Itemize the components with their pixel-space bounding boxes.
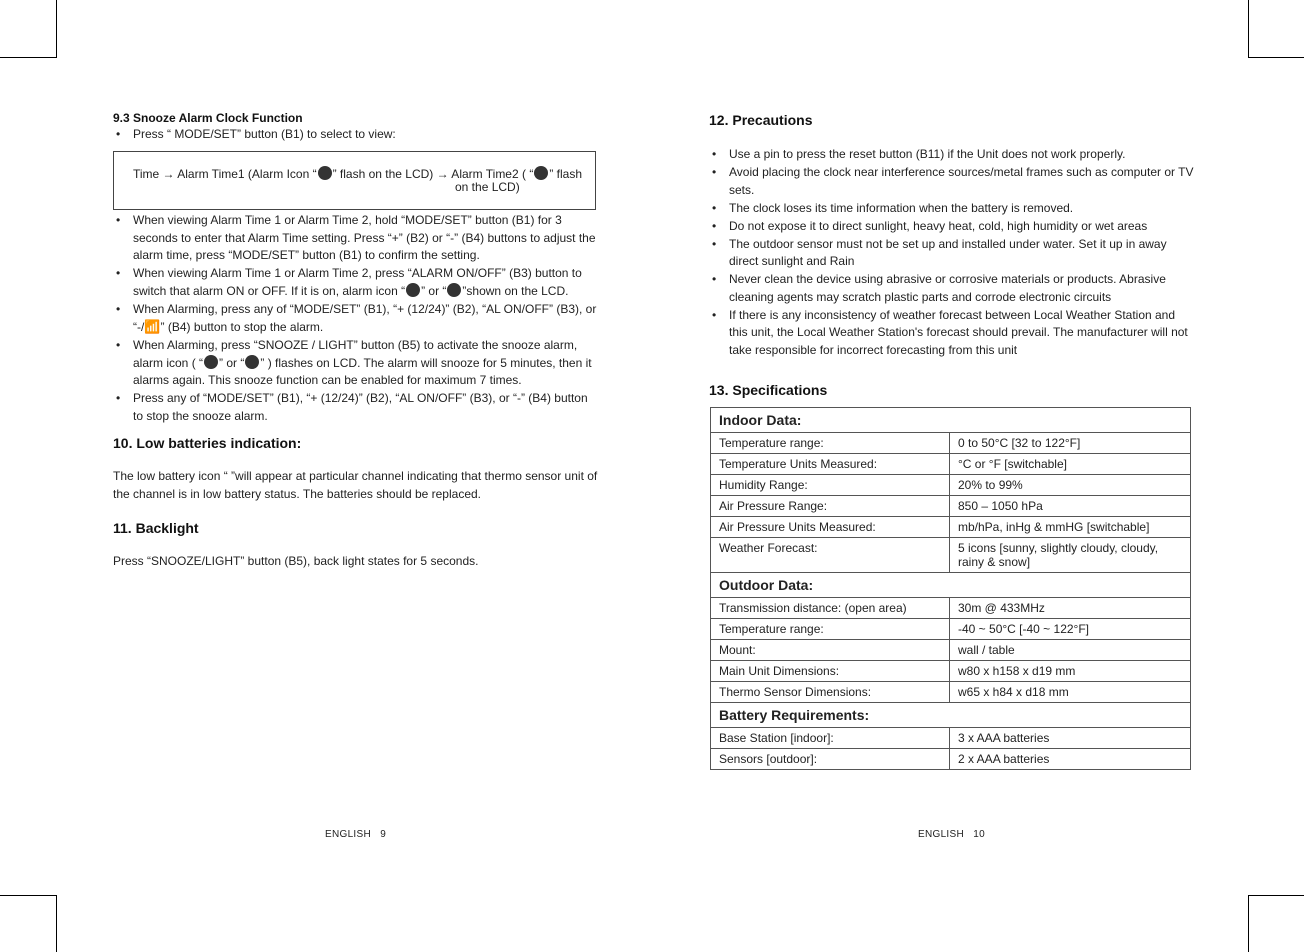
spec-value: mb/hPa, inHg & mmHG [switchable] xyxy=(950,517,1191,538)
spec-label: Temperature range: xyxy=(711,619,950,640)
outdoor-header: Outdoor Data: xyxy=(711,573,1191,598)
item-text: ” ) flashes on LCD. The alarm will snooze for 5 minutes, then it alarms again. This snooze function can be enabled for maximum 7 times. xyxy=(133,355,592,387)
flow-text: ” flash on the LCD) → Alarm Time2 ( “ xyxy=(332,167,534,181)
spec-label: Air Pressure Range: xyxy=(711,496,950,517)
list-item: • Never clean the device using abrasive or corrosive materials or products. Abrasive cleaning agents may scratch plastic parts and corrode electronic circuits xyxy=(709,271,1195,306)
spec-value: 2 x AAA batteries xyxy=(950,749,1191,770)
alarm-bell-icon xyxy=(245,355,259,369)
indoor-header: Indoor Data: xyxy=(711,408,1191,433)
spec-label: Weather Forecast: xyxy=(711,538,950,573)
crop-mark xyxy=(1248,895,1304,896)
table-row xyxy=(711,661,1191,682)
spec-label: Sensors [outdoor]: xyxy=(711,749,950,770)
spec-value: w80 x h158 x d19 mm xyxy=(950,661,1191,682)
spec-label: Temperature range: xyxy=(711,433,950,454)
table-row xyxy=(711,433,1191,454)
table-group-header xyxy=(711,703,1191,728)
section-9-3-title: 9.3 Snooze Alarm Clock Function xyxy=(113,111,303,125)
spec-value: wall / table xyxy=(950,640,1191,661)
alarm-bell-icon xyxy=(204,355,218,369)
item-text: ”shown on the LCD. xyxy=(462,283,569,298)
spec-value: 5 icons [sunny, slightly cloudy, cloudy, rainy & snow] xyxy=(950,538,1191,573)
table-group-header xyxy=(711,573,1191,598)
section-10-text: The low battery icon “ ”will appear at particular channel indicating that thermo sensor unit of the channel is in low battery status. The batteries should be replaced. xyxy=(113,469,598,501)
alarm-bell-icon xyxy=(447,283,461,297)
precautions-list xyxy=(709,146,1195,360)
flow-line xyxy=(133,166,582,181)
crop-mark xyxy=(1248,895,1249,952)
section-9-3-intro xyxy=(113,126,603,144)
spec-label: Base Station [indoor]: xyxy=(711,728,950,749)
spec-value: 20% to 99% xyxy=(950,475,1191,496)
spec-value: w65 x h84 x d18 mm xyxy=(950,682,1191,703)
item-text: When viewing Alarm Time 1 or Alarm Time 2, press “ALARM ON/OFF” (B3) button to switch that alarm ON or OFF. If it is on, alarm icon “ xyxy=(133,266,582,298)
section-13-title: 13. Specifications xyxy=(709,382,828,398)
table-row xyxy=(711,619,1191,640)
list-item: • The outdoor sensor must not be set up and installed under water. Set it up in away direct sunlight and Rain xyxy=(709,236,1195,271)
crop-mark xyxy=(56,0,57,58)
item-text: When Alarming, press “SNOOZE / LIGHT” button (B5) to activate the snooze alarm, alarm icon ( “ xyxy=(133,338,578,370)
table-row xyxy=(711,749,1191,770)
crop-mark xyxy=(1248,57,1304,58)
table-row xyxy=(711,538,1191,573)
item-text: ” or “ xyxy=(219,355,245,370)
flow-text: on the LCD) xyxy=(455,180,520,194)
list-item: • Press “ MODE/SET” button (B1) to select to view: xyxy=(113,126,603,144)
section-12-title: 12. Precautions xyxy=(709,112,813,128)
section-9-3-list xyxy=(113,212,597,426)
page-number-right: ENGLISH 10 xyxy=(918,829,985,840)
item-text: ” or “ xyxy=(421,283,447,298)
spec-value: 0 to 50°C [32 to 122°F] xyxy=(950,433,1191,454)
battery-header: Battery Requirements: xyxy=(711,703,1191,728)
item-text: ” (B4) button to stop the alarm. xyxy=(160,320,324,334)
table-row xyxy=(711,682,1191,703)
table-row xyxy=(711,640,1191,661)
flow-text: Time → Alarm Time1 (Alarm Icon “ xyxy=(133,167,317,181)
table-row xyxy=(711,475,1191,496)
alarm-bell-icon xyxy=(534,166,548,180)
table-group-header xyxy=(711,408,1191,433)
mode-flow-box xyxy=(113,151,596,210)
spec-label: Transmission distance: (open area) xyxy=(711,598,950,619)
spec-value: -40 ~ 50°C [-40 ~ 122°F] xyxy=(950,619,1191,640)
list-item xyxy=(113,265,597,300)
crop-mark xyxy=(1248,0,1249,58)
table-row xyxy=(711,454,1191,475)
list-item: • Use a pin to press the reset button (B11) if the Unit does not work properly. xyxy=(709,146,1195,164)
spec-label: Main Unit Dimensions: xyxy=(711,661,950,682)
list-item: • Avoid placing the clock near interference sources/metal frames such as computer or TV sets. xyxy=(709,164,1195,199)
table-row xyxy=(711,598,1191,619)
item-text: When Alarming, press any of “MODE/SET” (B1), “+ (12/24)” (B2), “AL ON/OFF” (B3), or “-/ xyxy=(133,301,597,334)
list-item: • The clock loses its time information when the battery is removed. xyxy=(709,200,1195,218)
flow-text: ” flash xyxy=(549,167,583,181)
crop-mark xyxy=(0,57,56,58)
table-row xyxy=(711,517,1191,538)
spec-label: Mount: xyxy=(711,640,950,661)
crop-mark xyxy=(56,895,57,952)
spec-value: °C or °F [switchable] xyxy=(950,454,1191,475)
list-item xyxy=(113,301,597,337)
spec-label: Thermo Sensor Dimensions: xyxy=(711,682,950,703)
spec-label: Air Pressure Units Measured: xyxy=(711,517,950,538)
list-item: • Press any of “MODE/SET” (B1), “+ (12/24)” (B2), “AL ON/OFF” (B3), or “-” (B4) button to stop the snooze alarm. xyxy=(113,390,597,425)
alarm-bell-icon xyxy=(406,283,420,297)
list-item: • If there is any inconsistency of weather forecast between Local Weather Station and this unit, the Local Weather Station's forecast should prevail. The manufacturer will not take responsible for incorrect forecasting from this unit xyxy=(709,307,1195,360)
specifications-table xyxy=(710,407,1191,770)
list-item: • Do not expose it to direct sunlight, heavy heat, cold, high humidity or wet areas xyxy=(709,218,1195,236)
list-item xyxy=(113,337,597,390)
list-item: • When viewing Alarm Time 1 or Alarm Time 2, hold “MODE/SET” button (B1) for 3 seconds to enter that Alarm Time setting. Press “+” (B2) or “-” (B4) buttons to adjust the alarm time, press “MODE/SET” button (B1) to confirm the setting. xyxy=(113,212,597,265)
spec-label: Temperature Units Measured: xyxy=(711,454,950,475)
table-row xyxy=(711,496,1191,517)
spec-label: Humidity Range: xyxy=(711,475,950,496)
spec-value: 850 – 1050 hPa xyxy=(950,496,1191,517)
section-11-title: 11. Backlight xyxy=(113,520,199,536)
section-11-text: Press “SNOOZE/LIGHT” button (B5), back light states for 5 seconds. xyxy=(113,554,479,568)
crop-mark xyxy=(0,895,56,896)
alarm-bell-icon xyxy=(318,166,332,180)
table-row xyxy=(711,728,1191,749)
spec-value: 30m @ 433MHz xyxy=(950,598,1191,619)
antenna-icon: 📶 xyxy=(144,319,161,334)
page-number-left: ENGLISH 9 xyxy=(325,829,387,840)
spec-value: 3 x AAA batteries xyxy=(950,728,1191,749)
section-10-title: 10. Low batteries indication: xyxy=(113,435,302,451)
